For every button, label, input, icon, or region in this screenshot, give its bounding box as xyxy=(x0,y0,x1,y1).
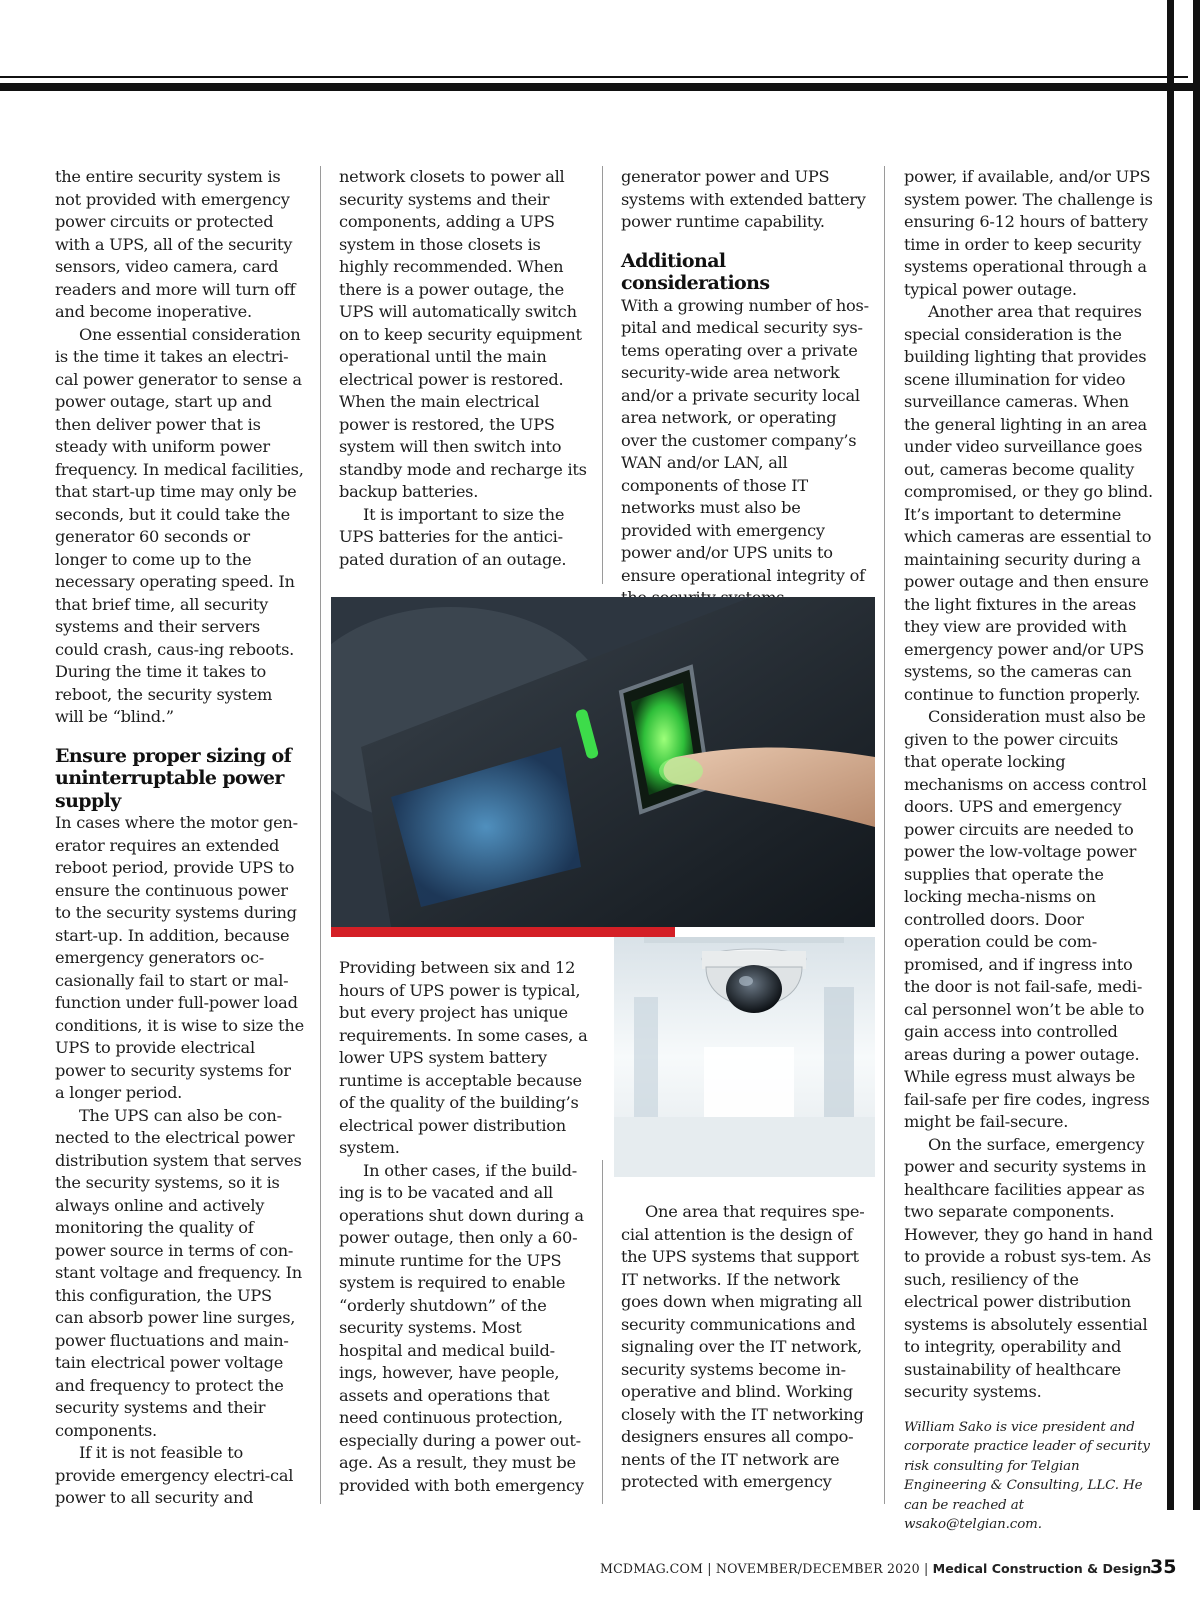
col3-paragraph-2: With a growing number of hos-pital and medical security sys-tems operating over a private security-wide area network and/or a private security local area network, or operating over the customer company’s WAN and/or LAN, all components of those IT networks must also be provided with emergency power and/or UPS units to ensure operational integrity of xyxy=(621,295,869,585)
col4-paragraph-4: On the surface, emergency power and security systems in healthcare facilities appear as two separate components. However, they go hand in hand to provide a robust sys-tem. As such, resiliency of the electrical power distribution systems is absolutely essential to integrity, operability and sustainability of healthcare security systems. xyxy=(904,1134,1153,1401)
col4-paragraph-3: Consideration must also be given to the power circuits that operate locking mechanisms on access control doors. UPS and emergency power circuits are needed to power the low-voltage power supplies that operate the locking mecha-nisms on controlled doors. Door operation could be com-promised, and if ingress into the door is not fail-safe, medi-cal personnel won’t be able to gain access into controlled areas during a power outage. While egress must always be fail-safe per fire codes, ingress might be fail-secure. xyxy=(904,707,1150,1131)
article-column-2-top xyxy=(339,166,589,571)
right-edge-bar-inner xyxy=(1167,0,1174,1510)
column-divider-3 xyxy=(884,166,885,1504)
col3-paragraph-1: generator power and UPS systems with extended battery power runtime capability. xyxy=(621,167,866,231)
top-thick-rule xyxy=(0,83,1200,91)
article-column-1 xyxy=(55,166,305,1510)
col2-paragraph-3: Providing between six and 12 hours of UPS power is typical, but every project has unique requirements. In some cases, a lower UPS system battery runtime is acceptable because of the quality of the building’s electrical power distribution system. xyxy=(339,958,588,1157)
col2-paragraph-1: network closets to power all security systems and their components, adding a UPS system in those closets is highly recommended. When there is a power outage, the UPS will automatically switch on to keep security equipment operational until the main electrical power is restored. When the main electrical power is restored, the UPS system will then switch into standby mode and recharge its backup batteries. xyxy=(339,167,587,501)
column-divider-1 xyxy=(320,166,321,1504)
col3-paragraph-3: One area that requires spe-cial attention is the design of the UPS systems that support IT networks. If the network goes down when migrating all security communications and signaling over the IT network, security systems become in-operative and blind. Working closely with the IT networking designers ensures all compo-nents of the IT network are protected with emergency xyxy=(621,1202,865,1491)
col1-paragraph-1: the entire security system is not provided with emergency power circuits or protected with a UPS, all of the security sensors, video camera, card readers and more will turn off and become inoperative. xyxy=(55,167,296,321)
col4-paragraph-2: Another area that requires special consideration is the building lighting that provides scene illumination for video surveillance cameras. When the general lighting in an area under video surveillance goes out, cameras become quality compromised, or they go blind. It’s important to determine which cameras are essential to maintaining security during a power outage and then ensure the light fixtures in the areas they view are provided with emergency power and/or UPS systems, so the cameras can continue to function properly. xyxy=(904,302,1153,704)
page-number: 35 xyxy=(1150,1556,1177,1578)
section-heading-additional-considerations: Additional considerations xyxy=(621,249,770,294)
dome-camera-illustration xyxy=(614,937,875,1177)
col2-paragraph-2: It is important to size the UPS batteries for the antici-pated duration of an outage. xyxy=(339,504,567,569)
fingerprint-scanner-photo xyxy=(331,597,875,927)
article-column-2-bottom xyxy=(339,957,589,1497)
footer-publication: Medical Construction & Design xyxy=(932,1561,1152,1576)
right-edge-bar-outer xyxy=(1193,0,1200,1510)
column-divider-2-bottom xyxy=(602,1160,603,1504)
dome-camera-photo xyxy=(614,937,875,1177)
col1-paragraph-4: The UPS can also be con-nected to the electrical power distribution system that serves the security systems, so it is always online and actively monitoring the quality of power source in terms of con-stant voltage and frequency. In this configuration, the UPS can absorb power line surges, power fluctuations and main-tain electrical power voltage and frequency to protect the security systems and their components. xyxy=(55,1105,302,1440)
footer-site-date: MCDMAG.COM | NOVEMBER/DECEMBER 2020 | xyxy=(600,1561,933,1576)
col1-paragraph-5: If it is not feasible to provide emergency electri-cal power to all security and xyxy=(55,1443,294,1507)
section-heading-ups-sizing: Ensure proper sizing of uninterruptable power supply xyxy=(55,744,292,812)
fingerprint-scanner-illustration xyxy=(331,597,875,927)
page-footer xyxy=(600,1561,1151,1576)
top-thin-rule xyxy=(0,76,1188,78)
column-divider-2-top xyxy=(602,166,603,584)
col1-paragraph-2: One essential consideration is the time it takes an electri-cal power generator to sense a power outage, start up and then deliver power that is steady with uniform power frequency. In medical facilities, that start-up time may only be seconds, but it could take the generator 60 seconds or longer to come up to the necessary operating speed. In that brief time, all security systems and their servers could crash, caus-ing reboots. During the time it takes to reboot, the security system will be “blind.” xyxy=(55,324,304,726)
col4-paragraph-1: power, if available, and/or UPS system power. The challenge is ensuring 6-12 hours of battery time in order to keep security systems operational through a typical power outage. xyxy=(904,167,1153,299)
author-bio: William Sako is vice president and corporate practice leader of security risk consulting for Telgian Engineering & Consulting, LLC. He can be reached at wsako@telgian.com. xyxy=(904,1419,1150,1532)
article-column-3-top xyxy=(621,166,871,610)
article-column-3-bottom xyxy=(621,1201,871,1494)
col1-paragraph-3: In cases where the motor gen-erator requires an extended reboot period, provide UPS to ensure the continuous power to the security systems during start-up. In addition, because emergency generators oc-casionally fail to start or mal-function under full-power load conditions, it is wise to size the UPS to provide electrical power to security systems for a longer period. xyxy=(55,813,304,1102)
accent-red-bar xyxy=(331,927,675,937)
col2-paragraph-4: In other cases, if the build-ing is to be vacated and all operations shut down during a power outage, then only a 60-minute runtime for the UPS system is required to enable “orderly shutdown” of the security systems. Most hospital and medical build-ings, however, have people, assets and operations that need continuous protection, especially during a power out-age. As a result, they must be provided with both emergency xyxy=(339,1160,584,1495)
article-column-4 xyxy=(904,166,1154,1535)
